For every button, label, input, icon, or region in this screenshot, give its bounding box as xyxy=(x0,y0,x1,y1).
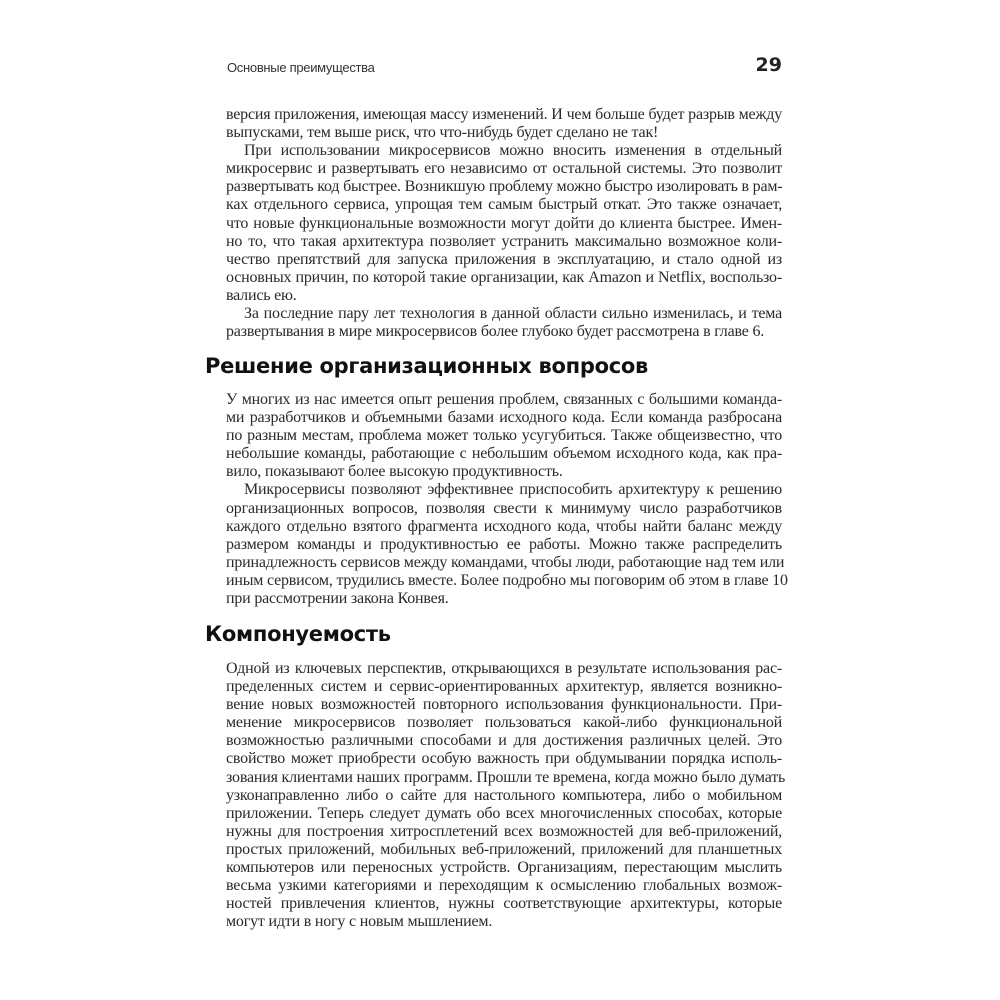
text-line: вение новых возможностей повторного использования функциональности. При- xyxy=(226,696,782,714)
paragraph xyxy=(226,142,782,305)
text-line: приложении. Теперь следует думать обо всех многочисленных способах, которые xyxy=(226,804,782,822)
text-line: чество препятствий для запуска приложения в эксплуатацию, и стало одной из xyxy=(226,250,782,268)
text-line: версия приложения, имеющая массу изменений. И чем больше будет разрыв между xyxy=(226,106,782,123)
text-line: размером команды и продуктивностью ее работы. Можно также распределить xyxy=(226,535,782,553)
text-line: каждого отдельно взятого фрагмента исходного кода, чтобы найти баланс между xyxy=(226,517,782,535)
text-line: организационных вопросов, позволяя свести к минимуму число разработчиков xyxy=(226,499,782,517)
text-line: небольшие команды, работающие с небольшим объемом исходного кода, как пра- xyxy=(226,445,782,463)
text-line: свойство может приобрести особую важность при обдумывании порядка исполь- xyxy=(226,750,782,768)
paragraph xyxy=(226,481,788,608)
text-line: простых приложений, мобильных веб-приложений, приложений для планшетных xyxy=(226,840,782,858)
text-line: принадлежность сервисов между командами, чтобы люди, работающие над тем или xyxy=(226,553,785,571)
text-line: возможностью различными способами и для достижения различных целей. Это xyxy=(226,732,782,750)
text-line: узконаправленно либо о сайте для настольного компьютера, либо о мобильном xyxy=(226,786,782,804)
section-heading-organization: Решение организационных вопросов xyxy=(205,354,648,378)
text-line: могут идти в ногу с новым мышлением. xyxy=(226,913,493,931)
text-line: развертывать код быстрее. Возникшую проблему можно быстро изолировать в рам- xyxy=(226,178,783,196)
text-line: развертывания в мире микросервисов более глубоко будет рассмотрена в главе 6. xyxy=(226,323,765,341)
text-line: выпусками, тем выше риск, что что-нибудь будет сделано не так! xyxy=(226,124,659,142)
text-line: вило, показывают более высокую продуктивность. xyxy=(226,463,563,481)
running-header: Основные преимущества xyxy=(227,60,375,75)
text-line: пределенных систем и сервис-ориентированных архитектур, является возникно- xyxy=(226,678,782,696)
section-heading-composability: Компонуемость xyxy=(205,622,391,646)
text-line: вались ею. xyxy=(226,286,297,304)
section-body xyxy=(226,660,786,931)
section-body xyxy=(226,391,788,608)
paragraph xyxy=(226,106,782,142)
paragraph xyxy=(226,305,782,341)
text-line: компьютеров или переносных устройств. Организациям, перестающим мыслить xyxy=(226,859,782,877)
text-line: Микросервисы позволяют эффективнее приспособить архитектуру к решению xyxy=(244,481,782,499)
text-line: весьма узкими категориями и переходящим к осмыслению глобальных возмож- xyxy=(226,877,782,895)
text-line: нужны для построения хитросплетений всех возможностей для веб-приложений, xyxy=(226,822,782,840)
text-line: У многих из нас имеется опыт решения проблем, связанных с большими команда- xyxy=(226,391,782,408)
text-line: микросервис и развертывать его независимо от остальной системы. Это позволит xyxy=(226,160,782,178)
text-line: ках отдельного сервиса, упрощая тем самым быстрый откат. Это также означает, xyxy=(226,196,782,214)
text-line: по разным местам, проблема может только усугубиться. Также общеизвестно, что xyxy=(226,427,782,445)
text-line: ностей привлечения клиентов, нужны соответствующие архитектуры, которые xyxy=(226,895,782,913)
text-line: зования клиентами наших программ. Прошли те времена, когда можно было думать xyxy=(226,768,786,786)
text-line: при рассмотрении закона Конвея. xyxy=(226,590,449,608)
text-line: Одной из ключевых перспектив, открывающихся в результате использования рас- xyxy=(226,660,782,677)
page-number: 29 xyxy=(755,54,782,76)
text-line: что новые функциональные возможности могут дойти до клиента быстрее. Имен- xyxy=(226,214,782,232)
text-line: основных причин, по которой такие организации, как Amazon и Netflix, воспользо- xyxy=(226,268,782,286)
paragraph xyxy=(226,660,786,931)
section-body xyxy=(226,106,782,341)
text-line: ми разработчиков и объемными базами исходного кода. Если команда разбросана xyxy=(226,409,782,427)
paragraph xyxy=(226,391,782,481)
text-line: иным сервисом, трудились вместе. Более подробно мы поговорим об этом в главе 10 xyxy=(226,571,788,589)
text-line: За последние пару лет технология в данной области сильно изменилась, и тема xyxy=(244,305,782,323)
text-line: При использовании микросервисов можно вносить изменения в отдельный xyxy=(244,142,782,160)
text-line: но то, что такая архитектура позволяет устранить максимально возможное коли- xyxy=(226,232,782,250)
text-line: менение микросервисов позволяет пользоваться какой-либо функциональной xyxy=(226,714,782,732)
